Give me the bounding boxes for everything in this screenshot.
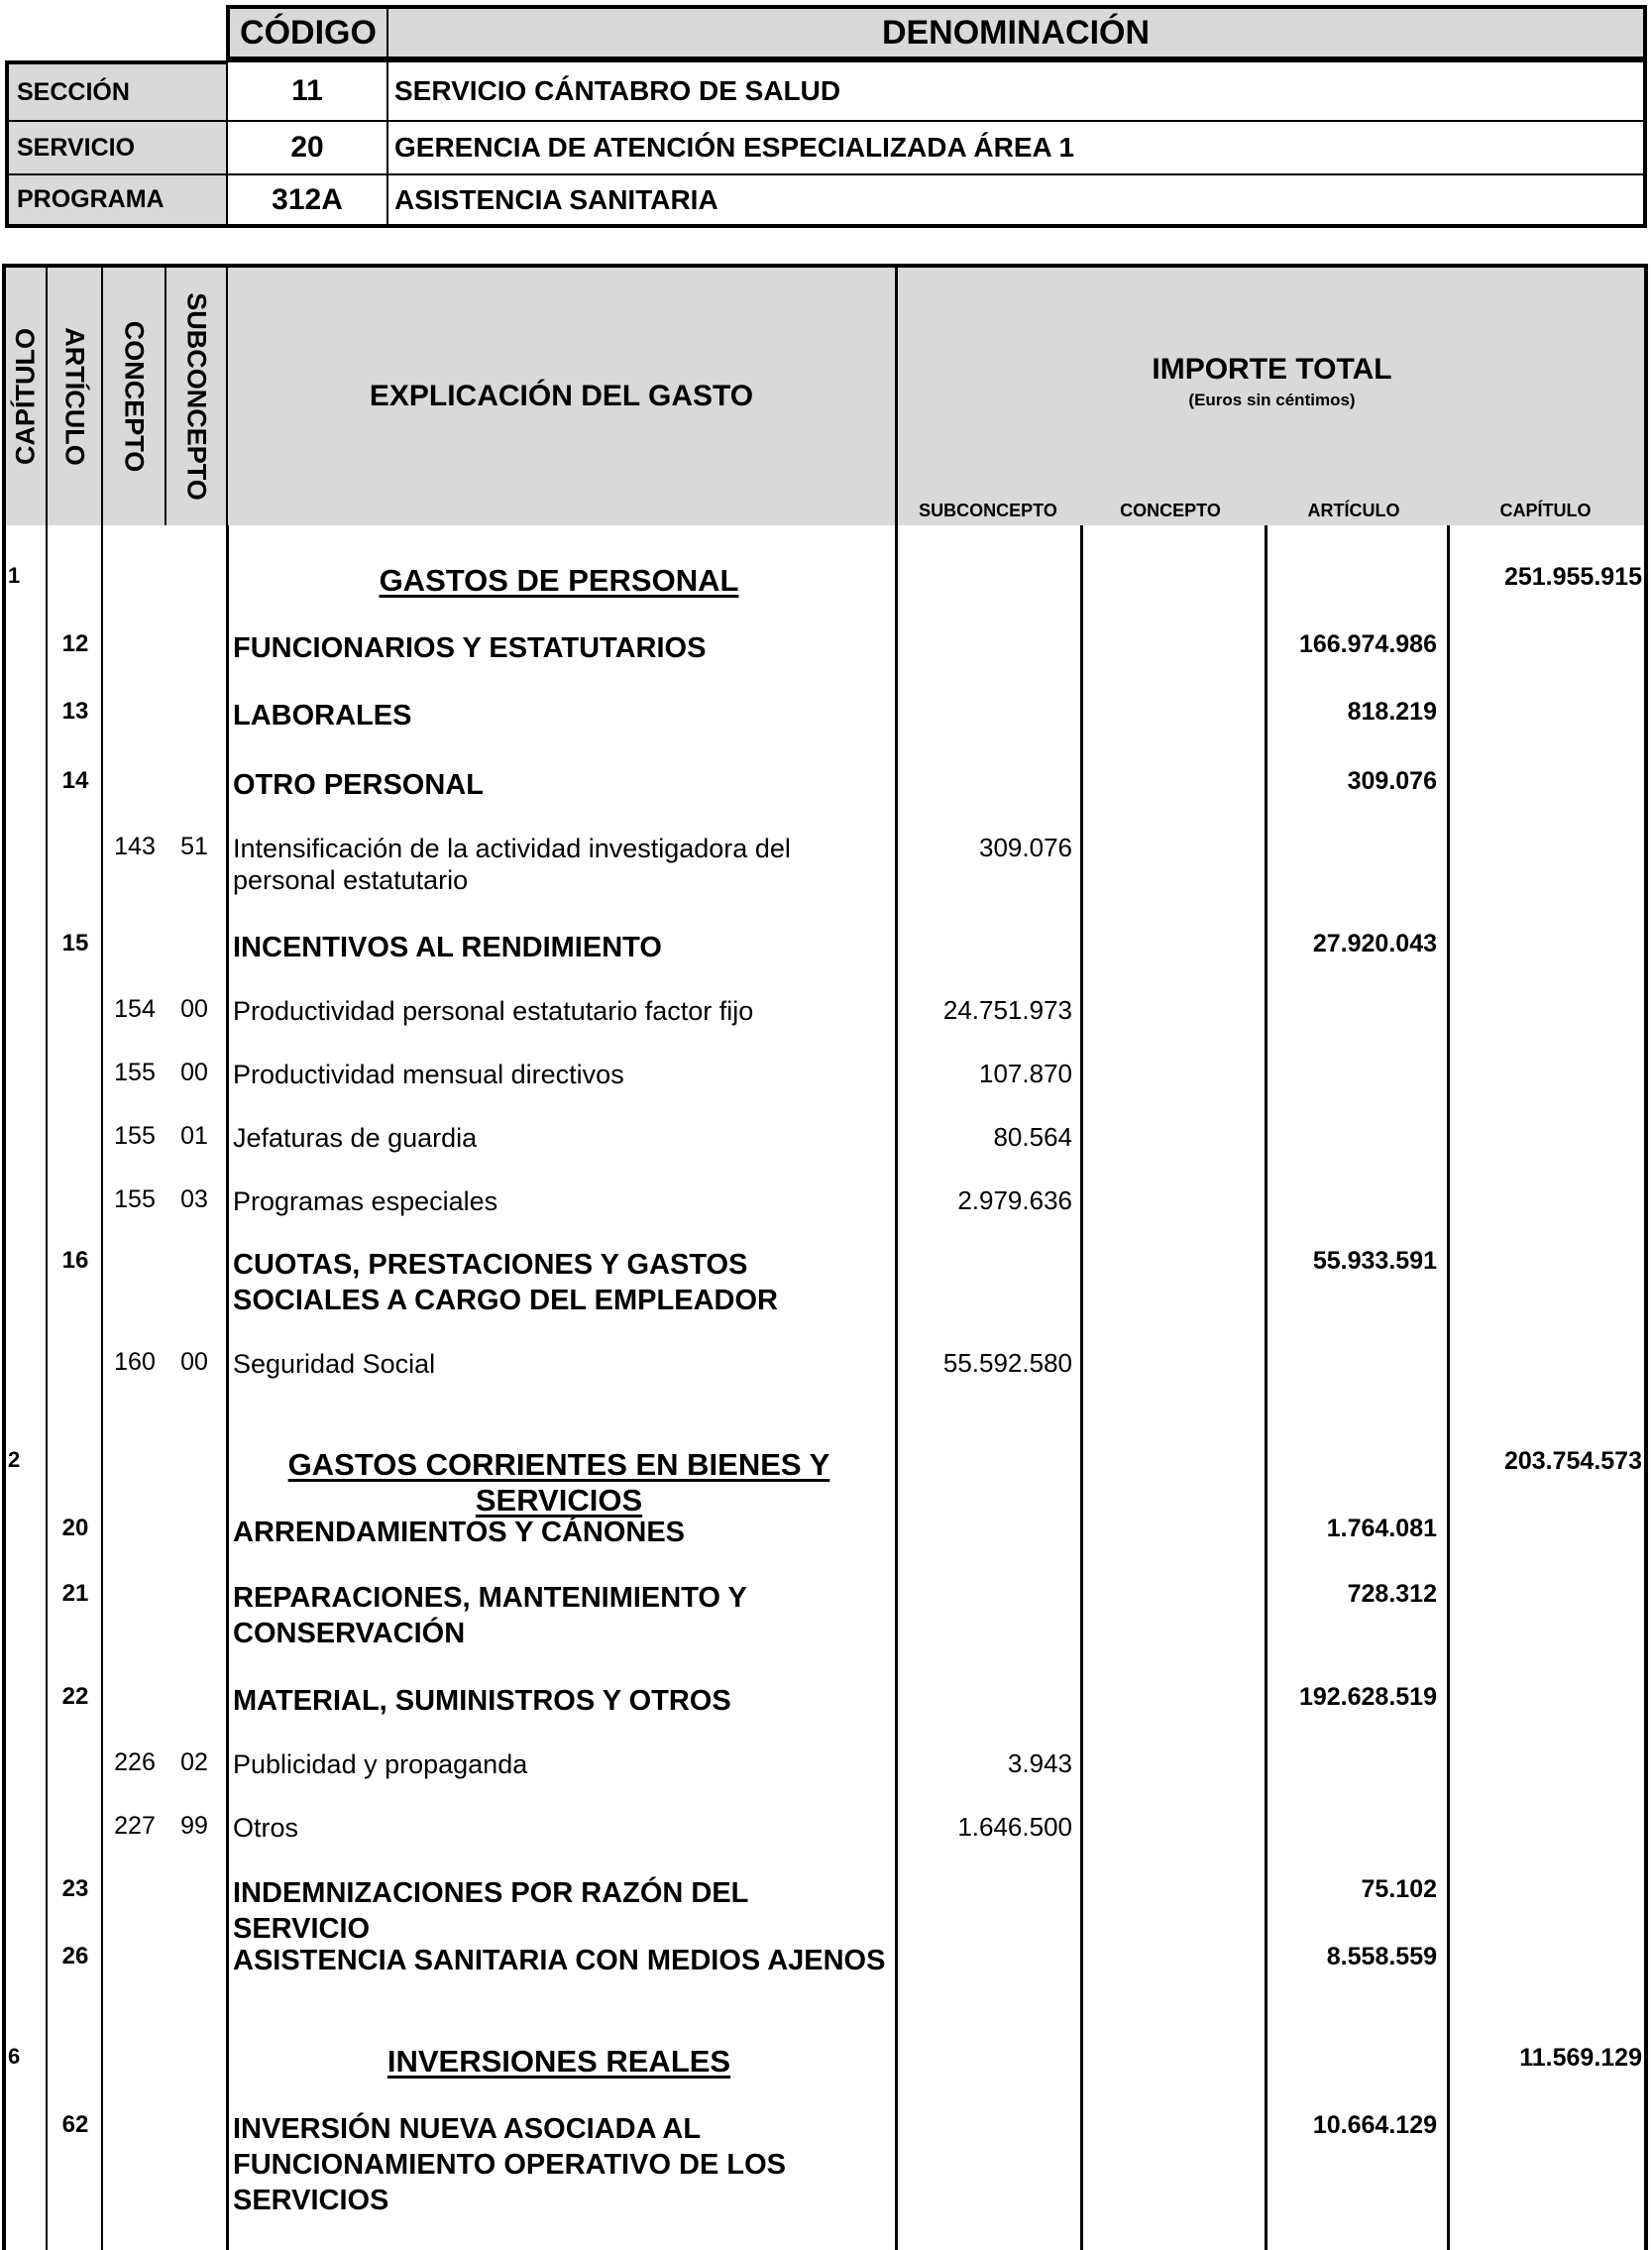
articulo-amount: 818.219 xyxy=(1347,698,1437,726)
articulo-code: 20 xyxy=(61,1515,89,1541)
concepto-amount-heading: CONCEPTO xyxy=(1120,501,1221,520)
column-divider xyxy=(1447,525,1450,2250)
chapter-title: INVERSIONES REALES xyxy=(386,2044,731,2079)
articulo-code: 26 xyxy=(61,1943,89,1969)
subconcepto-amount: 2.979.636 xyxy=(957,1185,1072,1215)
articulo-amount: 728.312 xyxy=(1347,1580,1437,1608)
articulo-amount: 192.628.519 xyxy=(1298,1683,1437,1711)
item-description: Programas especiales xyxy=(233,1186,498,1216)
articulo-code: 62 xyxy=(61,2111,89,2138)
chapter-title: GASTOS DE PERSONAL xyxy=(379,563,739,598)
concepto-code: 226 xyxy=(114,1748,156,1776)
item-description: Seguridad Social xyxy=(233,1349,436,1379)
articulo-amount: 1.764.081 xyxy=(1326,1515,1437,1542)
capitulo-code: 2 xyxy=(8,1447,21,1472)
item-description: Otros xyxy=(233,1813,299,1843)
codigo-header: CÓDIGO xyxy=(226,5,388,60)
articulo-code: 13 xyxy=(61,698,89,725)
article-title: LABORALES xyxy=(233,700,412,731)
articulo-amount: 55.933.591 xyxy=(1312,1247,1437,1275)
denominacion-header: DENOMINACIÓN xyxy=(388,5,1647,60)
column-divider xyxy=(895,525,898,2250)
servicio-label: SERVICIO xyxy=(5,120,228,173)
subconcepto-amount: 24.751.973 xyxy=(942,995,1072,1025)
article-title: INVERSIÓN NUEVA ASOCIADA AL FUNCIONAMIENTO OPERATIVO DE LOS SERVICIOS xyxy=(233,2113,787,2216)
seccion-code: 11 xyxy=(228,60,388,120)
subconcepto-amount: 107.870 xyxy=(979,1059,1072,1088)
subconcepto-code: 51 xyxy=(180,833,208,860)
concepto-code: 155 xyxy=(114,1122,156,1150)
subconcepto-amount: 80.564 xyxy=(993,1122,1072,1152)
articulo-amount: 309.076 xyxy=(1347,767,1437,795)
articulo-code: 14 xyxy=(61,767,89,794)
budget-header xyxy=(5,5,1647,228)
articulo-code: 12 xyxy=(61,630,89,657)
subconcepto-amount: 309.076 xyxy=(979,833,1072,862)
servicio-code: 20 xyxy=(228,120,388,173)
subconcepto-code: 03 xyxy=(180,1185,208,1213)
capitulo-code: 6 xyxy=(8,2044,21,2069)
articulo-code: 21 xyxy=(61,1580,89,1607)
concepto-code: 154 xyxy=(114,995,156,1023)
capitulo-heading: CAPÍTULO xyxy=(10,328,41,465)
programa-code: 312A xyxy=(228,173,388,228)
concepto-heading: CONCEPTO xyxy=(119,320,150,473)
capitulo-amount: 203.754.573 xyxy=(1503,1447,1642,1475)
subconcepto-amount: 3.943 xyxy=(1007,1748,1072,1778)
column-divider xyxy=(1080,525,1083,2250)
articulo-heading: ARTÍCULO xyxy=(59,327,90,466)
subconcepto-heading: SUBCONCEPTO xyxy=(181,292,212,501)
concepto-col-head xyxy=(103,268,166,525)
column-divider xyxy=(226,525,229,2250)
articulo-amount: 75.102 xyxy=(1361,1875,1437,1903)
article-title: INDEMNIZACIONES POR RAZÓN DEL SERVICIO xyxy=(233,1877,748,1945)
capitulo-amount: 11.569.129 xyxy=(1519,2044,1642,2072)
articulo-amount: 27.920.043 xyxy=(1312,930,1437,957)
article-title: MATERIAL, SUMINISTROS Y OTROS xyxy=(233,1685,731,1717)
articulo-code: 23 xyxy=(61,1875,89,1902)
item-description: Intensificación de la actividad investigadora del personal estatutario xyxy=(233,834,791,895)
articulo-amount: 166.974.986 xyxy=(1298,630,1437,658)
importe-total-heading: IMPORTE TOTAL xyxy=(1152,353,1392,386)
subconcepto-code: 00 xyxy=(180,1059,208,1086)
programa-name: ASISTENCIA SANITARIA xyxy=(388,173,1647,228)
capitulo-col-head xyxy=(6,268,48,525)
seccion-name: SERVICIO CÁNTABRO DE SALUD xyxy=(388,60,1647,120)
article-title: ARRENDAMIENTOS Y CÁNONES xyxy=(233,1517,686,1548)
item-description: Publicidad y propaganda xyxy=(233,1749,528,1779)
articulo-amount: 8.558.559 xyxy=(1326,1943,1437,1970)
item-description: Productividad mensual directivos xyxy=(233,1060,624,1089)
concepto-code: 227 xyxy=(114,1812,156,1840)
seccion-label: SECCIÓN xyxy=(5,60,228,120)
subconcepto-amount-heading: SUBCONCEPTO xyxy=(919,501,1057,520)
article-title: INCENTIVOS AL RENDIMIENTO xyxy=(233,932,662,963)
concepto-code: 143 xyxy=(114,833,156,860)
concepto-code: 155 xyxy=(114,1059,156,1086)
article-title: REPARACIONES, MANTENIMIENTO Y CONSERVACIÓN xyxy=(233,1582,747,1649)
articulo-code: 22 xyxy=(61,1683,89,1710)
subconcepto-code: 01 xyxy=(180,1122,208,1150)
subconcepto-amount: 55.592.580 xyxy=(942,1348,1072,1378)
capitulo-code: 1 xyxy=(8,563,21,588)
articulo-amount: 10.664.129 xyxy=(1312,2111,1437,2139)
programa-label: PROGRAMA xyxy=(5,173,228,228)
articulo-code: 15 xyxy=(61,930,89,956)
articulo-col-head xyxy=(48,268,103,525)
subconcepto-amount: 1.646.500 xyxy=(957,1812,1072,1842)
articulo-code: 16 xyxy=(61,1247,89,1274)
expense-table-head xyxy=(2,264,1648,525)
concepto-code: 155 xyxy=(114,1185,156,1213)
item-description: Jefaturas de guardia xyxy=(233,1123,478,1153)
subconcepto-code: 99 xyxy=(180,1812,208,1840)
article-title: ASISTENCIA SANITARIA CON MEDIOS AJENOS xyxy=(233,1945,886,1976)
article-title: FUNCIONARIOS Y ESTATUTARIOS xyxy=(233,632,707,664)
capitulo-amount: 251.955.915 xyxy=(1503,563,1642,591)
article-title: CUOTAS, PRESTACIONES Y GASTOS SOCIALES A CARGO DEL EMPLEADOR xyxy=(233,1249,778,1316)
subconcepto-code: 02 xyxy=(180,1748,208,1776)
item-description: Productividad personal estatutario factor fijo xyxy=(233,996,754,1026)
article-title: OTRO PERSONAL xyxy=(233,769,484,801)
capitulo-amount-heading: CAPÍTULO xyxy=(1499,501,1592,520)
subconcepto-code: 00 xyxy=(180,1348,208,1376)
subconcepto-code: 00 xyxy=(180,995,208,1023)
importe-note: (Euros sin céntimos) xyxy=(1188,391,1356,409)
explicacion-heading: EXPLICACIÓN DEL GASTO xyxy=(228,268,898,525)
concepto-code: 160 xyxy=(114,1348,156,1376)
articulo-amount-heading: ARTÍCULO xyxy=(1307,501,1400,520)
chapter-title: GASTOS CORRIENTES EN BIENES Y SERVICIOS xyxy=(287,1447,830,1518)
servicio-name: GERENCIA DE ATENCIÓN ESPECIALIZADA ÁREA 1 xyxy=(388,120,1647,173)
subconcepto-col-head xyxy=(166,268,228,525)
